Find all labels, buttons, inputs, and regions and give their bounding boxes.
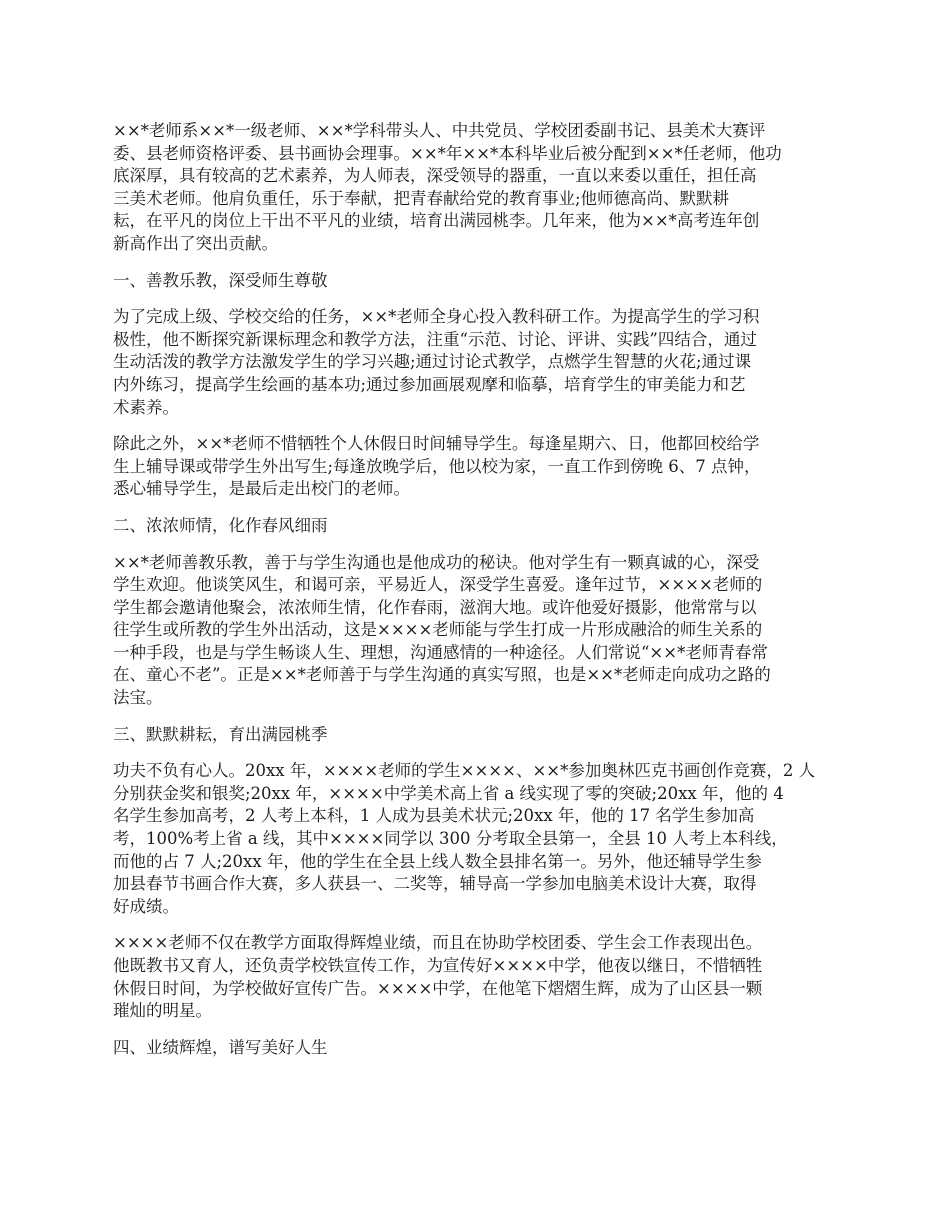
- paragraph-intro: ××*老师系××*一级老师、××*学科带头人、中共党员、学校团委副书记、县美术大赛评 委、县老师资格评委、县书画协会理事。××*年××*本科毕业后被分配到××*任老师，他功 底深厚，具有较高的艺术素养，为人师表，深受领导的器重，一直以来委以重任，担任高 三美术老师。他肩负重任，乐于奉献，把青春献给党的教育事业;他师德高尚、默默耕 耘，在平凡的岗位上干出不平凡的业绩，培育出满园桃李。几年来，他为××*高考连年创 新高作出了突出贡献。: [113, 121, 782, 253]
- section-heading-3: 三、默默耕耘，育出满园桃季: [113, 724, 328, 744]
- document-page: [113, 120, 840, 1073]
- section-heading-2: 二、浓浓师情，化作春风细雨: [113, 515, 328, 535]
- section-heading-4: 四、业绩辉煌，谱写美好人生: [113, 1037, 328, 1057]
- paragraph-communication: ××*老师善教乐教，善于与学生沟通也是他成功的秘诀。他对学生有一颗真诚的心，深受 学生欢迎。他谈笑风生，和谒可亲，平易近人，深受学生喜爱。逢年过节，××××老师的 学生都会邀请他聚会，浓浓师生情，化作春雨，滋润大地。或许他爱好摄影，他常常与以 往学生或所教的学生外出活动，这是××××老师能与学生打成一片形成融洽的师生关系的 一种手段，也是与学生畅谈人生、理想，沟通感情的一种途径。人们常说“××*老师青春常 在、童心不老”。正是××*老师善于与学生沟通的真实写照，也是××*老师走向成功之路的 法宝。: [113, 552, 771, 708]
- paragraph-tutoring: 除此之外，××*老师不惜牺牲个人休假日时间辅导学生。每逢星期六、日，他都回校给学 生上辅导课或带学生外出写生;每逢放晚学后，他以校为家，一直工作到傍晚 6、7 点钟， 悉心辅导学生，是最后走出校门的老师。: [113, 434, 761, 499]
- section-heading-1: 一、善教乐教，深受师生尊敬: [113, 270, 328, 290]
- paragraph-achievements: 功夫不负有心人。20xx 年，××××老师的学生××××、××*参加奥林匹克书画创作竞赛，2 人 分别获金奖和银奖;20xx 年，××××中学美术高上省 a 线实现了零的突破;20xx 年，他的 4 名学生参加高考，2 人考上本科，1 人成为县美术状元;20xx 年，他的 17 名学生参加高 考，100%考上省 a 线，其中××××同学以 300 分考取全县第一，全县 10 人考上本科线， 而他的占 7 人;20xx 年，他的学生在全县上线人数全县排名第一。另外，他还辅导学生参 加县春节书画合作大赛，多人获县一、二奖等，辅导高一学参加电脑美术设计大赛，取得 好成绩。: [113, 761, 816, 916]
- paragraph-propaganda: ××××老师不仅在教学方面取得辉煌业绩，而且在协助学校团委、学生会工作表现出色。 他既教书又育人，还负责学校铁宣传工作，为宣传好××××中学，他夜以继日，不惜牺牲 休假日时间，为学校做好宣传广告。××××中学，在他笔下熠熠生辉，成为了山区县一颗 璀灿的明星。: [113, 933, 763, 1021]
- paragraph-teaching: 为了完成上级、学校交给的任务，××*老师全身心投入教科研工作。为提高学生的学习积 极性，他不断探究新课标理念和教学方法，注重“示范、讨论、评讲、实践”四结合，通过 生动活泼的教学方法激发学生的学习兴趣;通过讨论式教学，点燃学生智慧的火花;通过课 内外练习，提高学生绘画的基本功;通过参加画展观摩和临摹，培育学生的审美能力和艺 术素养。: [113, 307, 760, 417]
